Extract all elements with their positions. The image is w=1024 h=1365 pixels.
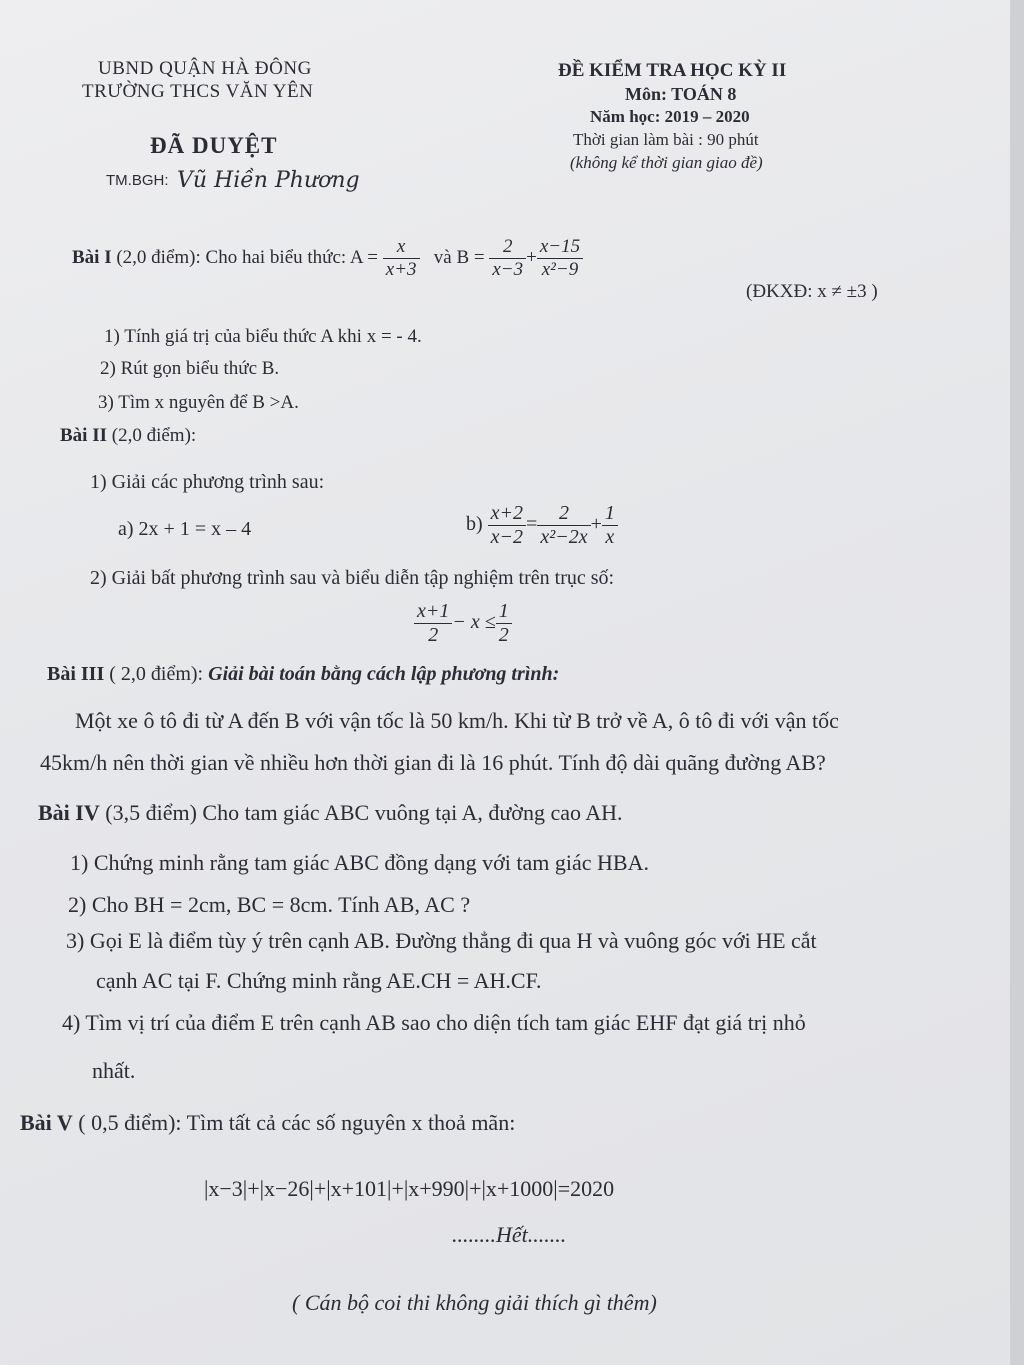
bai1-title: Bài I xyxy=(72,246,112,268)
bai4-title: Bài IV xyxy=(38,800,100,825)
approved-label: ĐÃ DUYỆT xyxy=(150,133,278,158)
fraction-B1: $\frac{2}{x-3}$ xyxy=(489,236,526,281)
bai2-q2: 2) Giải bất phương trình sau và biểu diễn tập nghiệm trên trục số: xyxy=(90,567,615,589)
signature: Vũ Hiền Phương xyxy=(177,168,360,193)
bai3-points: ( 2,0 điểm): xyxy=(109,663,204,685)
bai3-subtitle: Giải bài toán bằng cách lập phương trình: xyxy=(208,663,560,685)
bai3-line2: 45km/h nên thời gian về nhiều hơn thời gian đi là 16 phút. Tính độ dài quãng đường AB? xyxy=(40,750,826,775)
fraction-ineq-right: $\frac{1}{2}$ xyxy=(496,600,512,647)
bai3-heading xyxy=(47,663,559,686)
bai1-q1: 1) Tính giá trị của biểu thức A khi x = - 4. xyxy=(104,326,422,347)
bai4-heading xyxy=(38,800,623,826)
inequality: $\frac{x+1}{2}$ − x ≤ $\frac{1}{2}$ xyxy=(414,600,512,647)
bai4-q4-b: nhất. xyxy=(92,1058,136,1083)
domain-condition: (ĐKXĐ: x ≠ ±3 ) xyxy=(746,281,878,302)
duration: Thời gian làm bài : 90 phút xyxy=(573,130,759,149)
bai4-q3-b: cạnh AC tại F. Chứng minh rằng AE.CH = AH.CF. xyxy=(96,968,542,993)
and-B: và B = xyxy=(433,246,485,268)
bai4-q3-a: 3) Gọi E là điểm tùy ý trên cạnh AB. Đường thẳng đi qua H và vuông góc với HE cắt xyxy=(66,928,817,953)
school-name: TRƯỜNG THCS VĂN YÊN xyxy=(82,81,314,102)
fraction-ineq-left: $\frac{x+1}{2}$ xyxy=(414,600,452,647)
duration-note: (không kể thời gian giao đề) xyxy=(570,153,763,172)
fraction-b-right2: $\frac{1}{x}$ xyxy=(602,502,618,549)
fraction-b-right1: $\frac{2}{\text{x²−2x}}$ xyxy=(537,502,590,549)
paper-edge xyxy=(1010,0,1024,1365)
subject: Môn: TOÁN 8 xyxy=(625,84,737,104)
bai2-points: (2,0 điểm): xyxy=(111,425,197,446)
bai5-heading xyxy=(20,1110,515,1136)
bai5-equation: |x−3|+|x−26|+|x+101|+|x+990|+|x+1000|=2020 xyxy=(204,1176,615,1201)
bai2-eq-b: b) $\frac{x+2}{x-2}$ = $\frac{2}{\text{x²−2x}}$ + $\frac{1}{x}$ xyxy=(466,502,618,549)
exam-title: ĐỀ KIỂM TRA HỌC KỲ II xyxy=(558,60,787,81)
bai2-q1: 1) Giải các phương trình sau: xyxy=(90,471,325,493)
fraction-B2: $\frac{x-15}{\text{x²−9}}$ xyxy=(537,236,583,281)
bai5-title: Bài V xyxy=(20,1110,73,1135)
bai4-q4-a: 4) Tìm vị trí của điểm E trên cạnh AB sao cho diện tích tam giác EHF đạt giá trị nhỏ xyxy=(62,1010,806,1035)
fraction-A: $\frac{x}{x+3}$ xyxy=(383,236,420,281)
school-year: Năm học: 2019 – 2020 xyxy=(590,107,750,126)
bai3-line1: Một xe ô tô đi từ A đến B với vận tốc là 50 km/h. Khi từ B trở về A, ô tô đi với vận tốc xyxy=(75,708,839,733)
signer-prefix: TM.BGH: xyxy=(106,172,169,189)
bai1-points: (2,0 điểm): Cho hai biểu thức: A = xyxy=(116,246,379,268)
bai1-line: Bài I (2,0 điểm): Cho hai biểu thức: A = $\frac{x}{x+3}$ và B = $\frac{2}{x-3}$ + $\frac{x-15}{\text{x²−9}}$ xyxy=(72,236,583,281)
footer-note: ( Cán bộ coi thi không giải thích gì thêm) xyxy=(292,1290,657,1315)
bai4-points: (3,5 điểm) Cho tam giác ABC vuông tại A, đường cao AH. xyxy=(105,800,623,825)
fraction-b-left: $\frac{x+2}{x-2}$ xyxy=(488,502,526,549)
bai4-q1: 1) Chứng minh rằng tam giác ABC đồng dạng với tam giác HBA. xyxy=(70,850,649,875)
end-mark: ........Hết....... xyxy=(452,1222,567,1247)
bai2-heading xyxy=(60,425,196,447)
bai1-q2: 2) Rút gọn biểu thức B. xyxy=(100,358,280,379)
bai1-q3: 3) Tìm x nguyên để B >A. xyxy=(98,392,299,413)
district-name: UBND QUẬN HÀ ĐÔNG xyxy=(98,58,312,79)
bai2-title: Bài II xyxy=(60,425,107,446)
bai3-title: Bài III xyxy=(47,663,105,685)
bai2-eq-a: a) 2x + 1 = x – 4 xyxy=(118,518,252,540)
bai4-q2: 2) Cho BH = 2cm, BC = 8cm. Tính AB, AC ? xyxy=(68,892,471,917)
bai5-points: ( 0,5 điểm): Tìm tất cả các số nguyên x thoả mãn: xyxy=(78,1110,516,1135)
